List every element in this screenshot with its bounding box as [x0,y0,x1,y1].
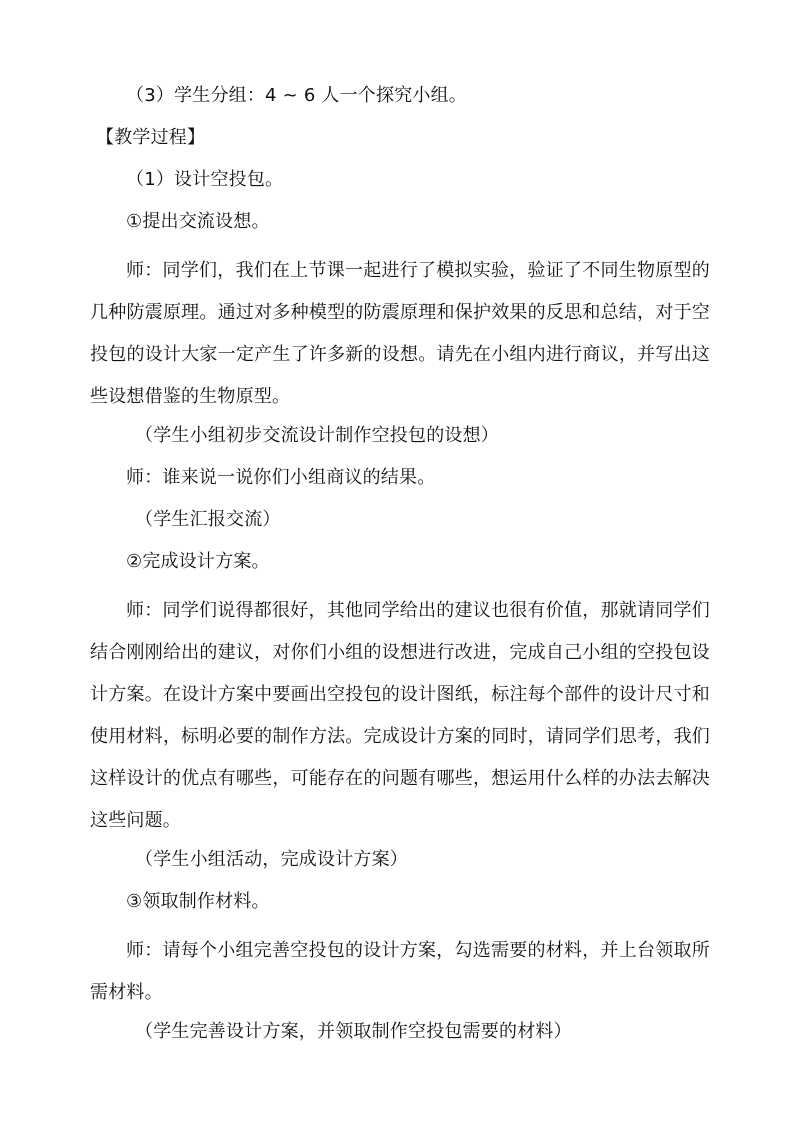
step-propose-ideas: ①提出交流设想。 [126,211,270,232]
teacher-speech-4: 师：请每个小组完善空投包的设计方案，勾选需要的材料，并上台领取所需材料。 [90,940,710,1003]
section-heading-teaching-process: 【教学过程】 [96,127,206,148]
teacher-speech-2: 师：谁来说一说你们小组商议的结果。 [126,467,436,488]
student-activity-note-1: （学生小组初步交流设计制作空投包的设想） [135,425,499,446]
teacher-speech-3: 师：同学们说得都很好，其他同学给出的建议也很有价值，那就请同学们结合刚刚给出的建议，对你们小组的设想进行改进，完成自己小组的空投包设计方案。在设计方案中要画出空投包的设计图纸，标注每个部件的设计尺寸和使用材料，标明必要的制作方法。完成设计方案的同时，请同学们思考，我们这样设计的优点有哪些，可能存在的问题有哪些，想运用什么样的办法去解决这些问题。 [90,600,710,831]
student-activity-note-2: （学生汇报交流） [135,509,281,530]
student-activity-note-3: （学生小组活动，完成设计方案） [135,849,408,870]
document-body [90,82,710,1060]
step-collect-materials: ③领取制作材料。 [126,891,270,912]
student-activity-note-4: （学生完善设计方案，并领取制作空投包需要的材料） [135,1021,572,1042]
teacher-speech-1: 师：同学们，我们在上节课一起进行了模拟实验，验证了不同生物原型的几种防震原理。通过对多种模型的防震原理和保护效果的反思和总结，对于空投包的设计大家一定产生了许多新的设想。请先在小组内进行商议，并写出这些设想借鉴的生物原型。 [90,260,710,407]
paragraph-grouping: （3）学生分组：4 ~ 6 人一个探究小组。 [126,85,468,106]
step-complete-design: ②完成设计方案。 [126,551,270,572]
subheading-design-airdrop-pack: （1）设计空投包。 [126,169,284,190]
